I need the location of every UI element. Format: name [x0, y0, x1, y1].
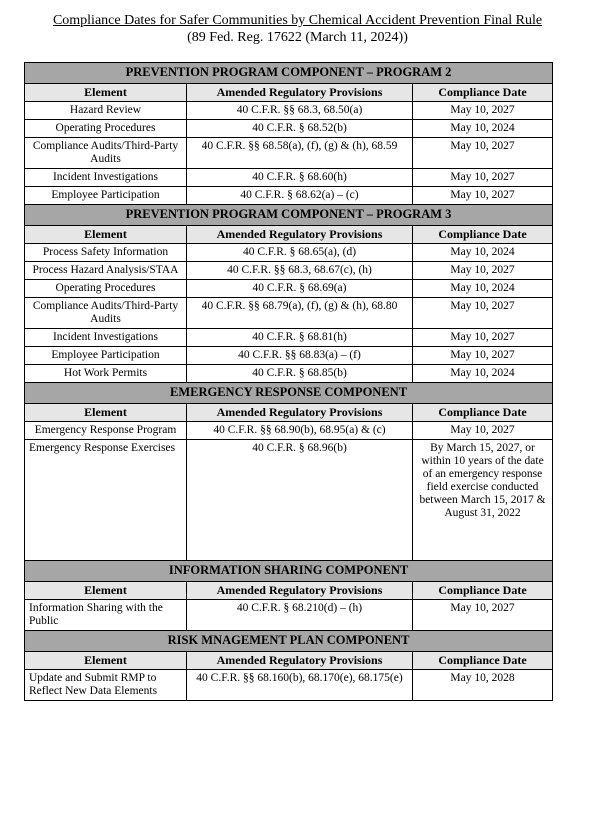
table-row [25, 102, 553, 120]
element-cell: Information Sharing with the Public [25, 600, 187, 631]
provisions-cell: 40 C.F.R. §§ 68.160(b), 68.170(e), 68.175(e) [187, 670, 413, 701]
compliance-date-cell: May 10, 2027 [413, 422, 553, 440]
table-row [25, 365, 553, 383]
column-header-element: Element [25, 226, 187, 244]
compliance-date-cell: May 10, 2024 [413, 365, 553, 383]
provisions-cell: 40 C.F.R. § 68.65(a), (d) [187, 244, 413, 262]
compliance-date-cell: May 10, 2027 [413, 329, 553, 347]
column-header-element: Element [25, 84, 187, 102]
section-header-row [25, 205, 553, 226]
compliance-date-cell: May 10, 2027 [413, 262, 553, 280]
element-cell: Employee Participation [25, 187, 187, 205]
element-cell: Hazard Review [25, 102, 187, 120]
provisions-cell: 40 C.F.R. §§ 68.3, 68.50(a) [187, 102, 413, 120]
compliance-date-cell: May 10, 2024 [413, 280, 553, 298]
provisions-cell: 40 C.F.R. § 68.69(a) [187, 280, 413, 298]
provisions-cell: 40 C.F.R. § 68.96(b) [187, 440, 413, 561]
section-header-row [25, 631, 553, 652]
column-header-provisions: Amended Regulatory Provisions [187, 582, 413, 600]
table-row [25, 244, 553, 262]
column-header-element: Element [25, 404, 187, 422]
compliance-date-cell: May 10, 2027 [413, 298, 553, 329]
table-row [25, 329, 553, 347]
element-cell: Emergency Response Program [25, 422, 187, 440]
compliance-date-cell: May 10, 2027 [413, 600, 553, 631]
compliance-date-cell: May 10, 2027 [413, 187, 553, 205]
column-header-date: Compliance Date [413, 226, 553, 244]
table-row [25, 280, 553, 298]
column-header-date: Compliance Date [413, 582, 553, 600]
table-row [25, 120, 553, 138]
column-header-row [25, 404, 553, 422]
compliance-date-cell: May 10, 2024 [413, 244, 553, 262]
column-header-date: Compliance Date [413, 652, 553, 670]
compliance-date-cell: May 10, 2027 [413, 138, 553, 169]
element-cell: Operating Procedures [25, 280, 187, 298]
section-title: RISK MNAGEMENT PLAN COMPONENT [25, 631, 553, 652]
provisions-cell: 40 C.F.R. § 68.210(d) – (h) [187, 600, 413, 631]
column-header-provisions: Amended Regulatory Provisions [187, 652, 413, 670]
provisions-cell: 40 C.F.R. § 68.85(b) [187, 365, 413, 383]
section-header-row [25, 561, 553, 582]
element-cell: Incident Investigations [25, 169, 187, 187]
column-header-element: Element [25, 582, 187, 600]
provisions-cell: 40 C.F.R. §§ 68.90(b), 68.95(a) & (c) [187, 422, 413, 440]
element-cell: Update and Submit RMP to Reflect New Data Elements [25, 670, 187, 701]
section-title: INFORMATION SHARING COMPONENT [25, 561, 553, 582]
element-cell: Emergency Response Exercises [25, 440, 187, 561]
element-cell: Compliance Audits/Third-Party Audits [25, 298, 187, 329]
section-title: EMERGENCY RESPONSE COMPONENT [25, 383, 553, 404]
table-row [25, 600, 553, 631]
provisions-cell: 40 C.F.R. §§ 68.58(a), (f), (g) & (h), 68.59 [187, 138, 413, 169]
section-title: PREVENTION PROGRAM COMPONENT – PROGRAM 3 [25, 205, 553, 226]
column-header-element: Element [25, 652, 187, 670]
compliance-date-cell: May 10, 2027 [413, 169, 553, 187]
section-header-row [25, 383, 553, 404]
column-header-row [25, 582, 553, 600]
compliance-dates-table [24, 62, 553, 701]
compliance-date-cell: May 10, 2027 [413, 102, 553, 120]
provisions-cell: 40 C.F.R. § 68.81(h) [187, 329, 413, 347]
element-cell: Incident Investigations [25, 329, 187, 347]
compliance-date-cell: May 10, 2024 [413, 120, 553, 138]
column-header-provisions: Amended Regulatory Provisions [187, 84, 413, 102]
document-header [0, 12, 595, 46]
provisions-cell: 40 C.F.R. § 68.62(a) – (c) [187, 187, 413, 205]
provisions-cell: 40 C.F.R. §§ 68.79(a), (f), (g) & (h), 68.80 [187, 298, 413, 329]
table-row [25, 169, 553, 187]
table-row [25, 422, 553, 440]
compliance-date-cell: May 10, 2027 [413, 347, 553, 365]
table-row [25, 138, 553, 169]
provisions-cell: 40 C.F.R. § 68.60(h) [187, 169, 413, 187]
table-row [25, 298, 553, 329]
compliance-date-cell: May 10, 2028 [413, 670, 553, 701]
column-header-row [25, 652, 553, 670]
table-row [25, 262, 553, 280]
element-cell: Process Safety Information [25, 244, 187, 262]
element-cell: Hot Work Permits [25, 365, 187, 383]
column-header-provisions: Amended Regulatory Provisions [187, 404, 413, 422]
table-row [25, 187, 553, 205]
element-cell: Process Hazard Analysis/STAA [25, 262, 187, 280]
provisions-cell: 40 C.F.R. §§ 68.3, 68.67(c), (h) [187, 262, 413, 280]
table-row [25, 347, 553, 365]
table-row [25, 440, 553, 561]
document-title: Compliance Dates for Safer Communities by Chemical Accident Prevention Final Rule [52, 13, 543, 28]
provisions-cell: 40 C.F.R. § 68.52(b) [187, 120, 413, 138]
provisions-cell: 40 C.F.R. §§ 68.83(a) – (f) [187, 347, 413, 365]
element-cell: Compliance Audits/Third-Party Audits [25, 138, 187, 169]
column-header-row [25, 84, 553, 102]
element-cell: Operating Procedures [25, 120, 187, 138]
section-title: PREVENTION PROGRAM COMPONENT – PROGRAM 2 [25, 63, 553, 84]
column-header-provisions: Amended Regulatory Provisions [187, 226, 413, 244]
column-header-date: Compliance Date [413, 404, 553, 422]
table-row [25, 670, 553, 701]
column-header-date: Compliance Date [413, 84, 553, 102]
compliance-date-cell: By March 15, 2027, or within 10 years of the date of an emergency response field exercise conducted between March 15, 2017 & August 31, 2022 [413, 440, 553, 561]
section-header-row [25, 63, 553, 84]
column-header-row [25, 226, 553, 244]
element-cell: Employee Participation [25, 347, 187, 365]
document-subtitle: (89 Fed. Reg. 17622 (March 11, 2024)) [187, 30, 408, 45]
